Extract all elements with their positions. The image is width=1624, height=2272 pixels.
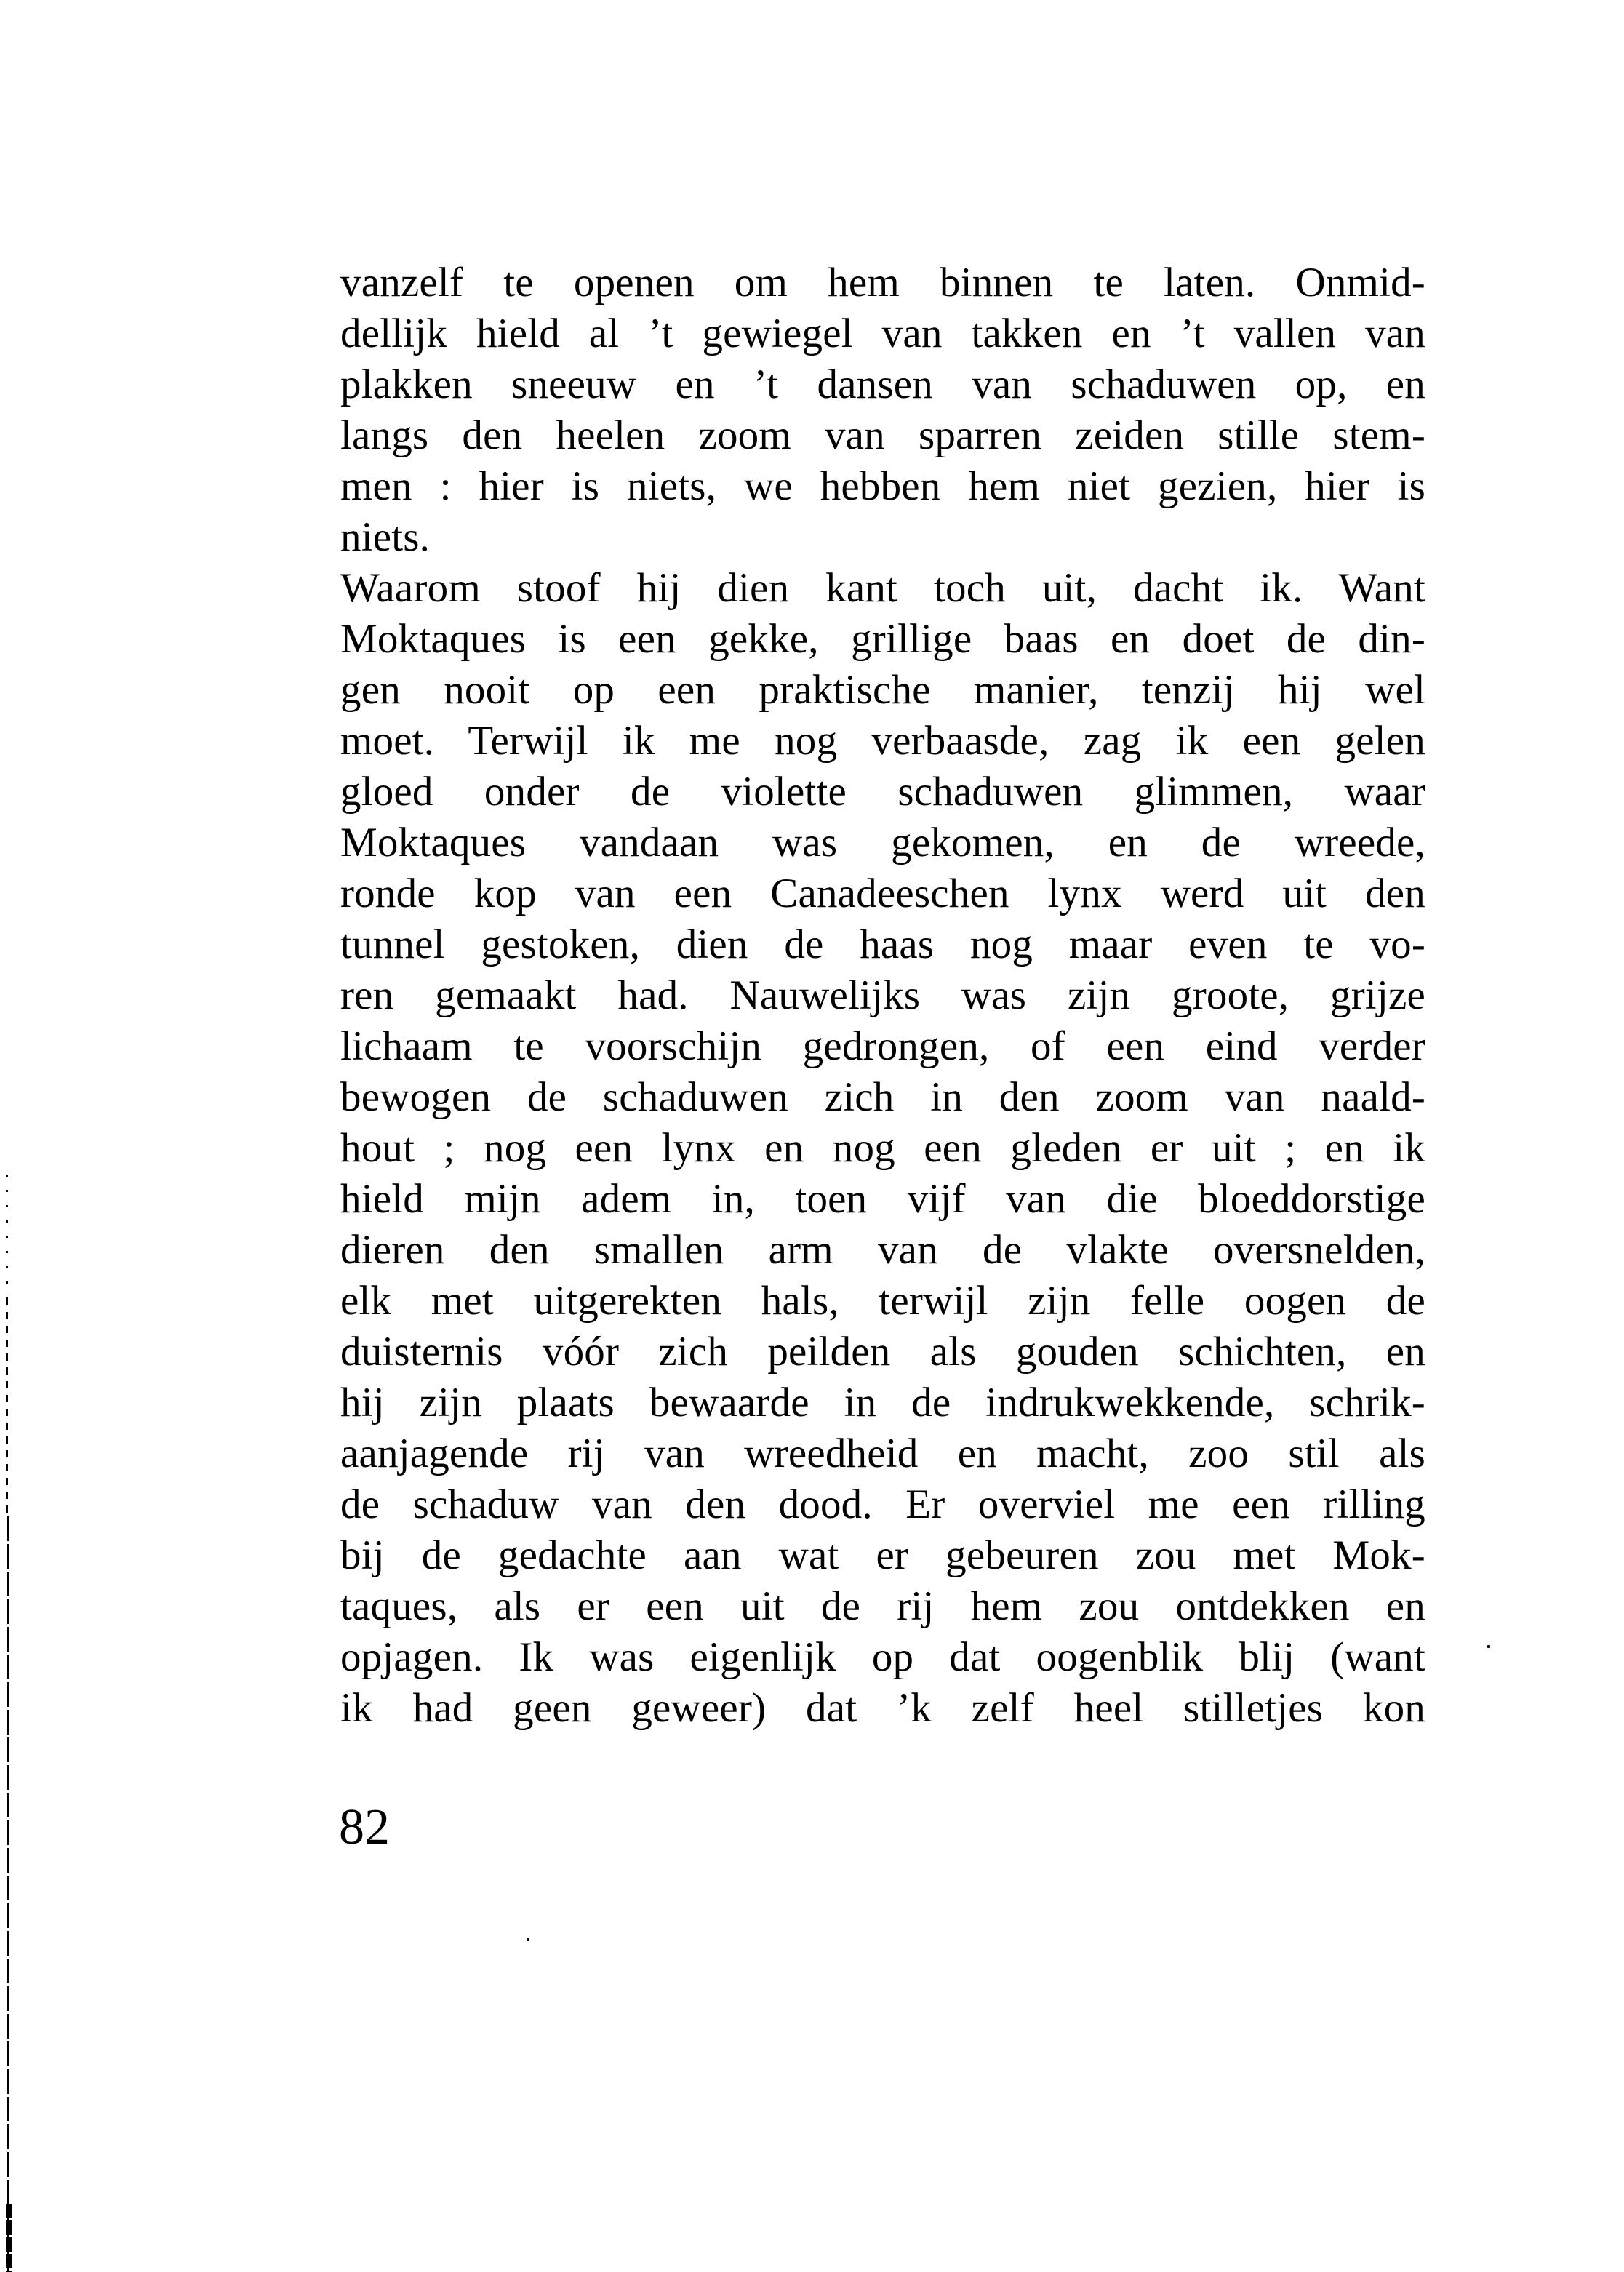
text-line: ren gemaakt had. Nauwelijks was zijn groote, grijze xyxy=(340,972,1425,1018)
text-line: ik had geen geweer) dat ’k zelf heel stilletjes kon xyxy=(340,1685,1425,1731)
text-line: gen nooit op een praktische manier, tenzij hij wel xyxy=(340,667,1425,713)
text-line: Moktaques is een gekke, grillige baas en doet de din- xyxy=(340,616,1425,662)
text-line: vanzelf te openen om hem binnen te laten. Onmid- xyxy=(340,260,1425,305)
body-text xyxy=(340,257,1425,1734)
text-line: niets. xyxy=(340,514,431,560)
ink-speck xyxy=(527,1938,529,1941)
text-line: ronde kop van een Canadeeschen lynx werd uit den xyxy=(340,871,1425,916)
text-line: bij de gedachte aan wat er gebeuren zou met Mok- xyxy=(340,1532,1425,1578)
text-line: men : hier is niets, we hebben hem niet gezien, hier is xyxy=(340,463,1425,509)
scan-artifact-left-edge-bottom xyxy=(6,2204,12,2272)
scan-artifact-left-edge-dotted xyxy=(6,1175,8,1298)
text-line: langs den heelen zoom van sparren zeiden stille stem- xyxy=(340,412,1425,458)
text-line: plakken sneeuw en ’t dansen van schaduwen op, en xyxy=(340,361,1425,407)
text-line: lichaam te voorschijn gedrongen, of een eind verder xyxy=(340,1023,1425,1069)
text-line: hield mijn adem in, toen vijf van die bloeddorstige xyxy=(340,1176,1425,1222)
ink-speck xyxy=(1487,1645,1490,1648)
text-line: gloed onder de violette schaduwen glimmen, waar xyxy=(340,769,1425,815)
text-line: aanjagende rij van wreedheid en macht, zoo stil als xyxy=(340,1431,1425,1476)
scan-artifact-left-edge-solid xyxy=(7,1516,9,2272)
text-line: elk met uitgerekten hals, terwijl zijn felle oogen de xyxy=(340,1278,1425,1324)
text-line: dellijk hield al ’t gewiegel van takken en ’t vallen van xyxy=(340,311,1425,356)
text-line: hij zijn plaats bewaarde in de indrukwekkende, schrik- xyxy=(340,1380,1425,1425)
text-line: Waarom stoof hij dien kant toch uit, dacht ik. Want xyxy=(340,565,1425,611)
text-line: tunnel gestoken, dien de haas nog maar even te vo- xyxy=(340,921,1425,967)
text-line: de schaduw van den dood. Er overviel me een rilling xyxy=(340,1481,1425,1527)
text-line: opjagen. Ik was eigenlijk op dat oogenblik blij (want xyxy=(340,1634,1425,1680)
text-line: hout ; nog een lynx en nog een gleden er uit ; en ik xyxy=(340,1125,1425,1171)
text-line: duisternis vóór zich peilden als gouden schichten, en xyxy=(340,1329,1425,1375)
scan-artifact-left-edge-dashed xyxy=(6,1298,8,1516)
page-number: 82 xyxy=(339,1799,390,1855)
text-line: bewogen de schaduwen zich in den zoom van naald- xyxy=(340,1074,1425,1120)
text-line: Moktaques vandaan was gekomen, en de wreede, xyxy=(340,820,1425,865)
text-line: moet. Terwijl ik me nog verbaasde, zag ik een gelen xyxy=(340,718,1425,764)
text-line: taques, als er een uit de rij hem zou ontdekken en xyxy=(340,1583,1425,1629)
text-line: dieren den smallen arm van de vlakte oversnelden, xyxy=(340,1227,1425,1273)
